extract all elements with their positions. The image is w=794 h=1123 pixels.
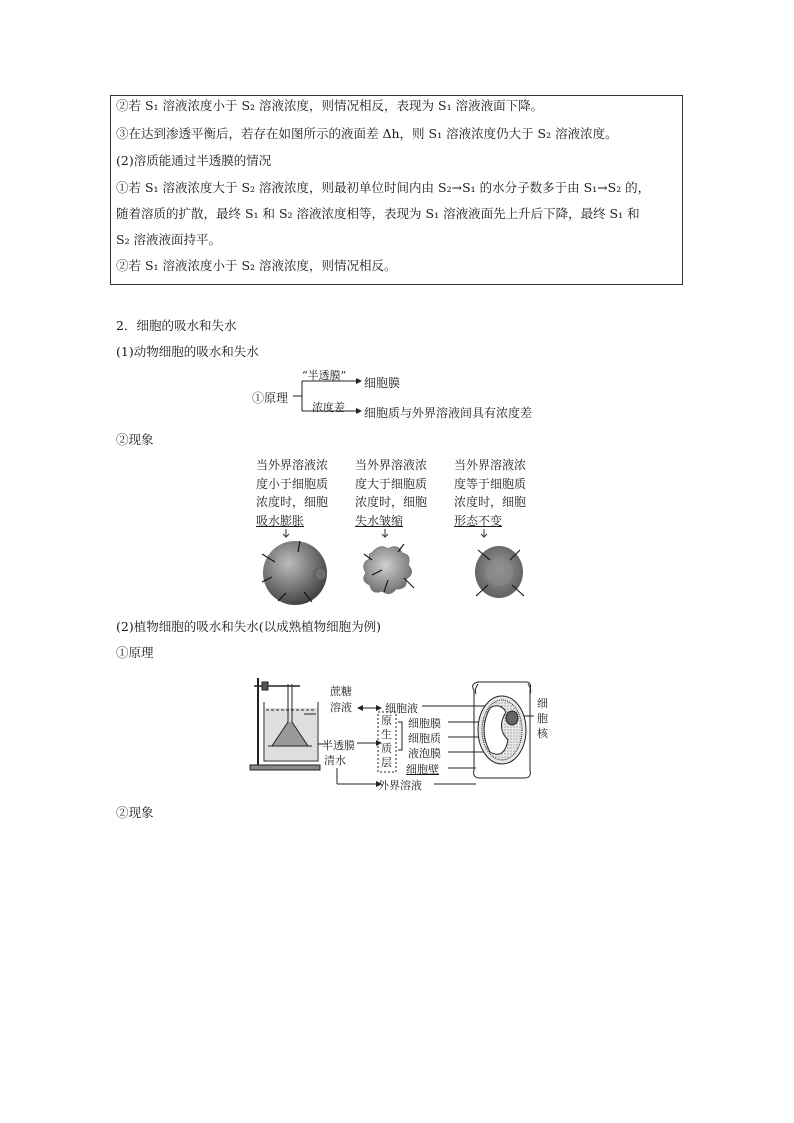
principle-top-value: 细胞膜 [364,376,401,390]
phenomenon-label: ②现象 [116,432,154,447]
cell-caption-3: 当外界溶液浓 度等于细胞质 浓度时，细胞 形态不变 [454,458,527,528]
label-vacuole-membrane: 液泡膜 [408,747,441,760]
box-line-2: ③在达到渗透平衡后，若存在如图所示的液面差 Δh，则 S₁ 溶液浓度仍大于 S₂ 溶液浓度。 [116,126,618,141]
plant-phenomenon-label: ②现象 [116,805,154,820]
plant-principle-label: ①原理 [116,645,154,660]
label-cell-wall: 细胞壁 [406,763,439,776]
principle-bottom-key: 浓度差 [312,401,345,414]
principle-bottom-value: 细胞质与外界溶液间具有浓度差 [364,406,533,420]
label-cell-sap: 细胞液 [385,702,418,715]
label-cytoplasm: 细胞质 [408,732,441,745]
label-semi-membrane: 半透膜 [322,739,355,752]
label-sucrose-1: 蔗糖 [330,685,352,698]
plant-subtitle: (2)植物细胞的吸水和失水(以成熟植物细胞为例) [116,619,381,634]
principle-label: ①原理 [252,391,289,405]
box-line-1: ②若 S₁ 溶液浓度小于 S₂ 溶液浓度，则情况相反，表现为 S₁ 溶液液面下降。 [116,98,544,113]
box-line-6: S₂ 溶液液面持平。 [116,232,222,247]
box-line-7: ②若 S₁ 溶液浓度小于 S₂ 溶液浓度，则情况相反。 [116,258,397,273]
section-heading: 2．细胞的吸水和失水 [116,318,237,333]
cell-caption-1: 当外界溶液浓 度小于细胞质 浓度时，细胞 吸水膨胀 [256,458,329,528]
animal-subtitle: (1)动物细胞的吸水和失水 [116,344,259,359]
label-clear-water: 清水 [324,754,346,767]
label-external-solution: 外界溶液 [378,779,422,792]
label-nucleus: 细 胞 核 [537,697,548,740]
box-line-5: 随着溶质的扩散，最终 S₁ 和 S₂ 溶液浓度相等，表现为 S₁ 溶液液面先上升后下降，最终 S₁ 和 [116,206,640,221]
label-sucrose-2: 溶液 [330,701,352,714]
box-line-4: ①若 S₁ 溶液浓度大于 S₂ 溶液浓度，则最初单位时间内由 S₂→S₁ 的水分子数多于由 S₁→S₂ 的， [116,180,651,195]
principle-top-key: “半透膜” [302,369,347,382]
cell-caption-2: 当外界溶液浓 度大于细胞质 浓度时，细胞 失水皱缩 [355,458,428,528]
label-cell-membrane: 细胞膜 [408,717,441,730]
label-protoplast: 原 生 质 层 [381,714,392,769]
box-line-3: (2)溶质能通过半透膜的情况 [116,153,272,168]
